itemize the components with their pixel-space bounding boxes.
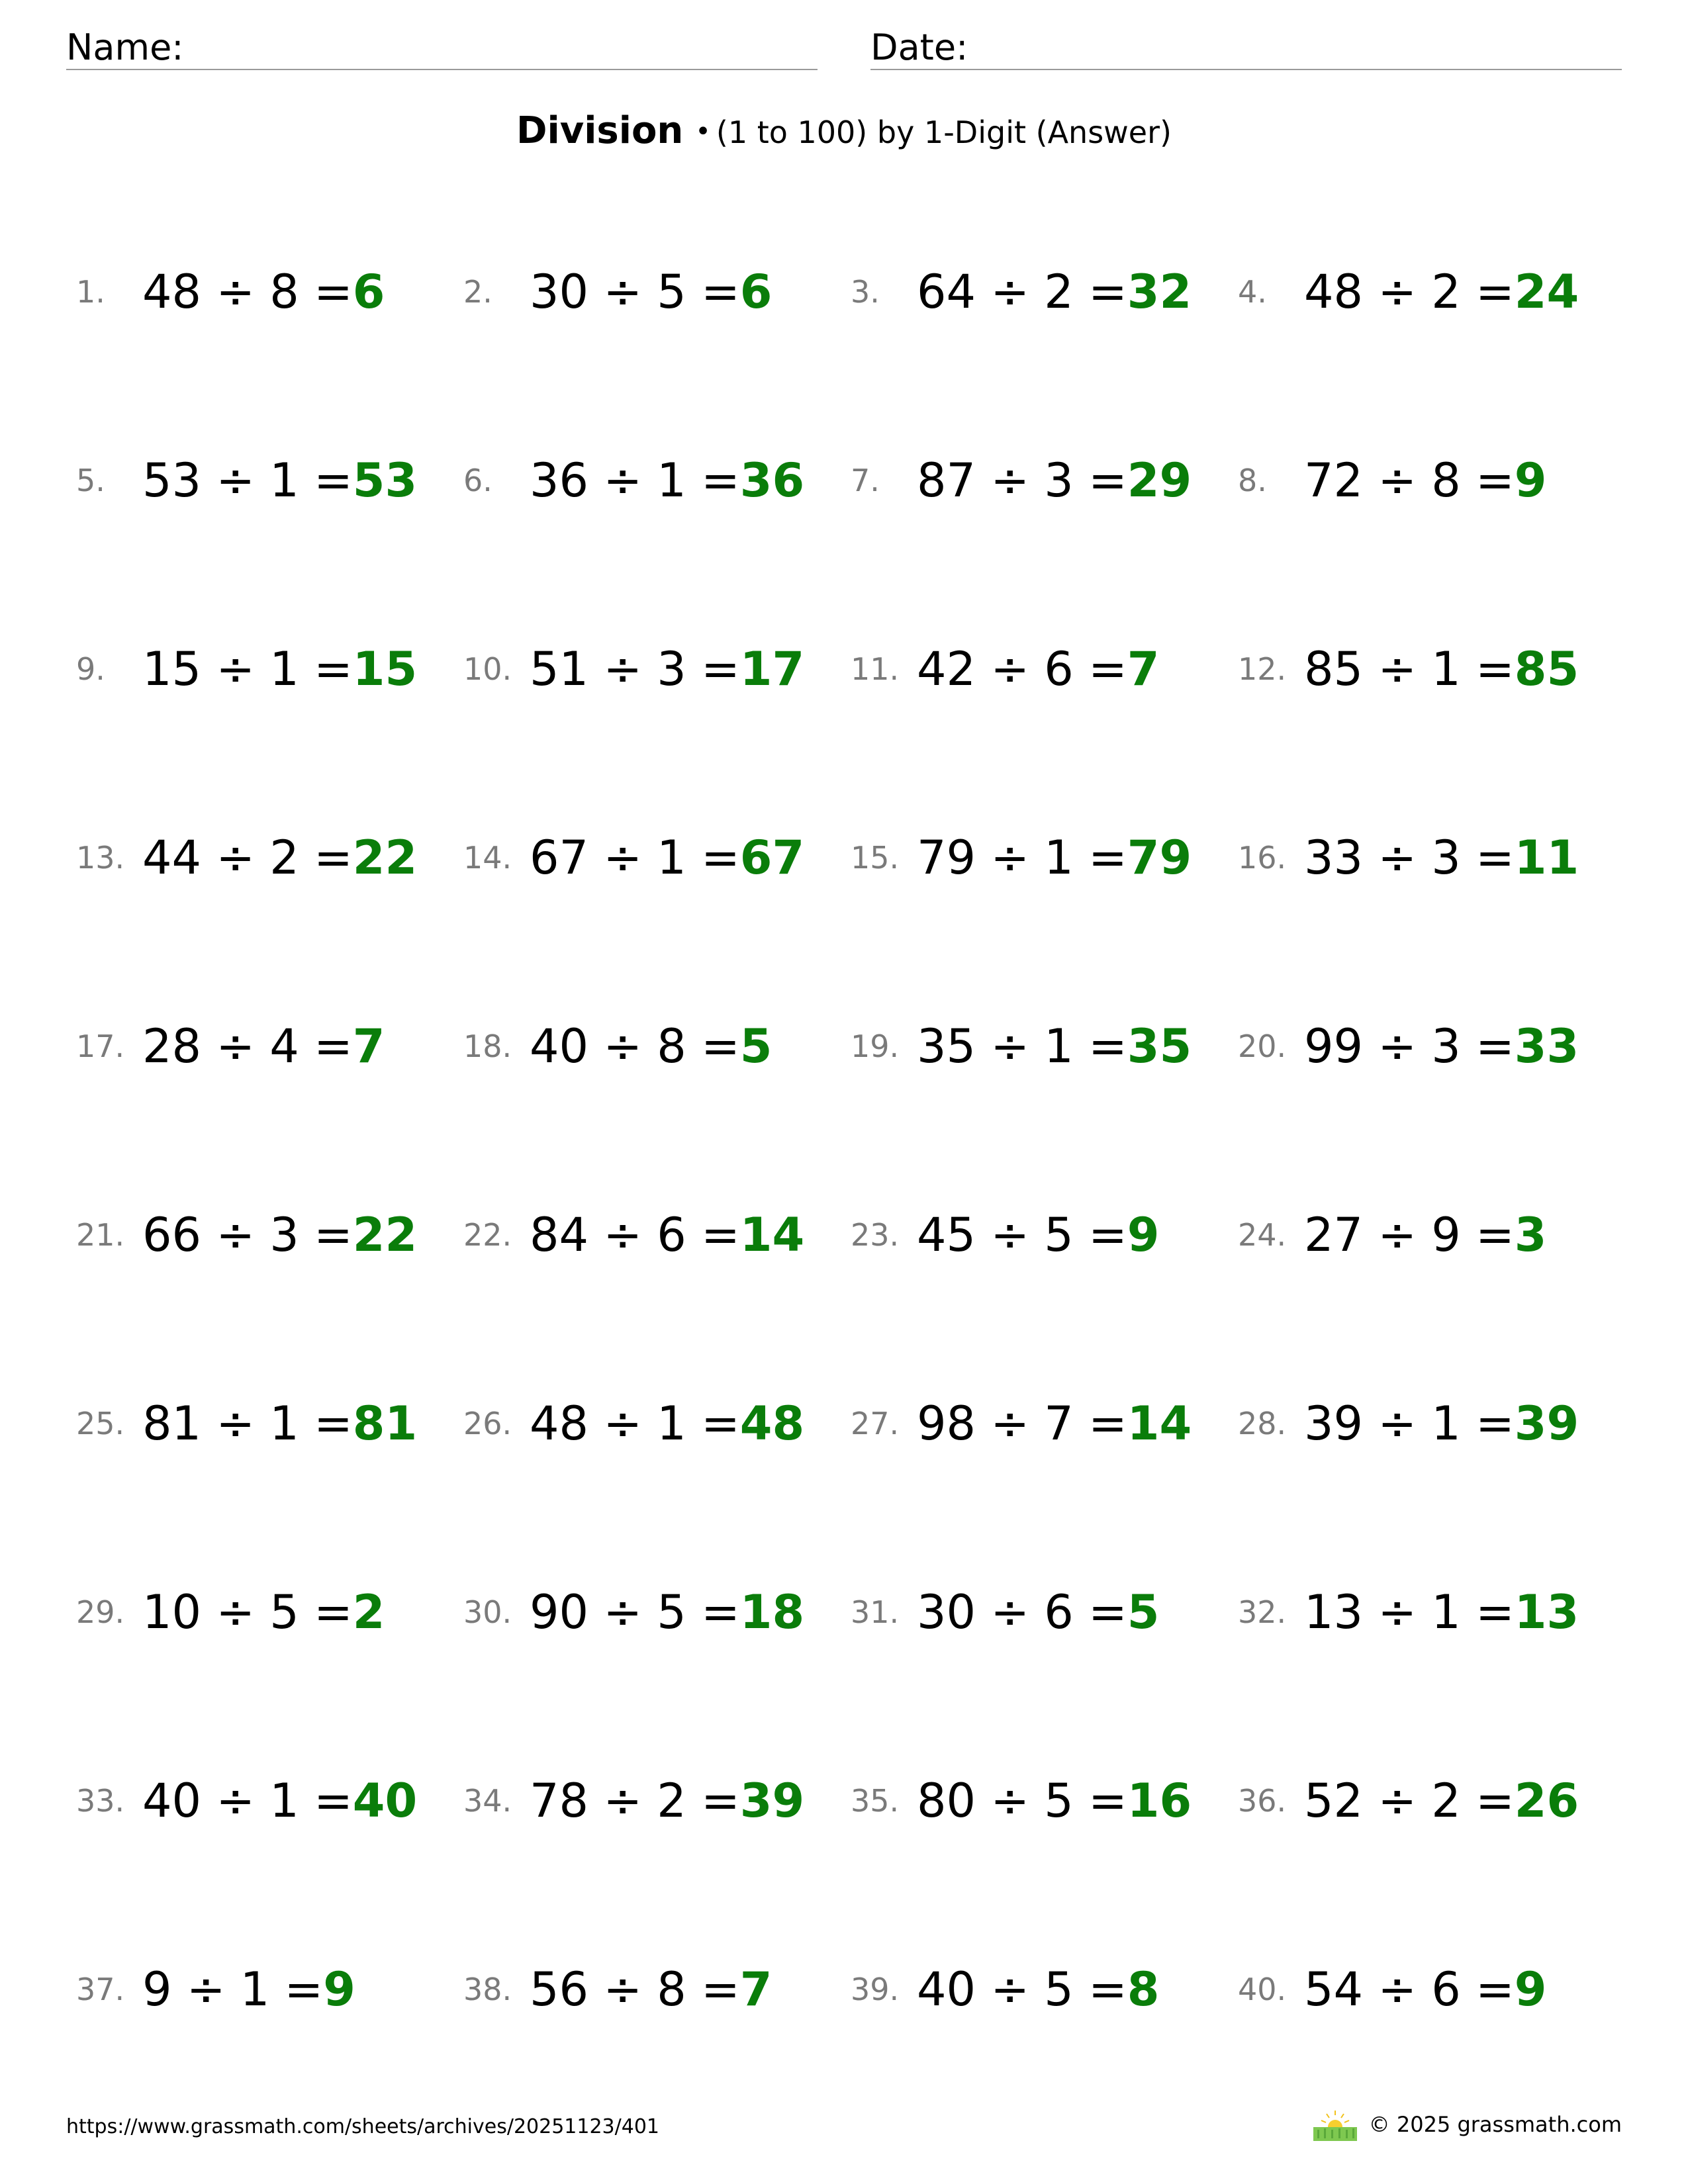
problem-number: 14.: [463, 840, 512, 876]
divisor: 5: [1044, 1962, 1074, 2017]
equals-sign: =: [1088, 1396, 1127, 1451]
answer: 39: [1514, 1396, 1579, 1451]
dividend: 67: [530, 831, 589, 885]
divisor: 1: [1044, 1019, 1074, 1073]
answer: 24: [1514, 265, 1579, 319]
divisor: 8: [657, 1962, 686, 2017]
dividend: 13: [1304, 1585, 1364, 1639]
problem-number: 18.: [463, 1028, 512, 1064]
equals-sign: =: [1476, 1208, 1515, 1262]
answer: 13: [1514, 1585, 1579, 1639]
divisor: 3: [657, 642, 686, 696]
answer: 7: [1127, 642, 1160, 696]
division-sign: ÷: [216, 453, 255, 508]
name-label: Name:: [66, 26, 184, 68]
problem-expression: [1304, 818, 1579, 897]
answer: 36: [739, 453, 805, 508]
problem-expression: [142, 629, 417, 709]
equals-sign: =: [1476, 1585, 1515, 1639]
problem-number: 29.: [76, 1594, 125, 1630]
dividend: 78: [530, 1774, 589, 1828]
divisor: 1: [269, 453, 299, 508]
divisor: 1: [657, 831, 686, 885]
dividend: 35: [917, 1019, 976, 1073]
divisor: 5: [269, 1585, 299, 1639]
problem-expression: [530, 1761, 804, 1841]
division-sign: ÷: [603, 1962, 642, 2017]
problem-expression: [530, 252, 772, 332]
dividend: 90: [530, 1585, 589, 1639]
problem-number: 16.: [1238, 840, 1287, 876]
problem-expression: [917, 818, 1192, 897]
problem-number: 28.: [1238, 1406, 1287, 1441]
division-sign: ÷: [216, 1585, 255, 1639]
problem-expression: [142, 1384, 417, 1463]
division-sign: ÷: [1378, 1774, 1417, 1828]
problem-number: 25.: [76, 1406, 125, 1441]
divisor: 2: [1431, 1774, 1461, 1828]
dividend: 42: [917, 642, 976, 696]
problem-number: 7.: [851, 463, 880, 498]
equals-sign: =: [1476, 1774, 1515, 1828]
equals-sign: =: [1088, 642, 1127, 696]
dividend: 36: [530, 453, 589, 508]
answer: 35: [1127, 1019, 1192, 1073]
equals-sign: =: [314, 1396, 353, 1451]
problem-number: 35.: [851, 1783, 900, 1819]
answer: 26: [1514, 1774, 1579, 1828]
answer: 53: [352, 453, 418, 508]
equals-sign: =: [314, 1208, 353, 1262]
equals-sign: =: [1476, 1019, 1515, 1073]
problem-number: 23.: [851, 1217, 900, 1253]
equals-sign: =: [1088, 831, 1127, 885]
division-sign: ÷: [216, 642, 255, 696]
equals-sign: =: [701, 642, 740, 696]
problem-number: 37.: [76, 1972, 125, 2007]
problem-expression: [917, 1384, 1192, 1463]
problem-expression: [1304, 1572, 1579, 1652]
dividend: 40: [917, 1962, 976, 2017]
problem-expression: [142, 1761, 417, 1841]
dividend: 40: [142, 1774, 202, 1828]
dividend: 85: [1304, 642, 1364, 696]
equals-sign: =: [1476, 1396, 1515, 1451]
title-subtitle: (1 to 100) by 1-Digit (Answer): [716, 114, 1172, 150]
division-sign: ÷: [216, 1396, 255, 1451]
division-sign: ÷: [216, 265, 255, 319]
dividend: 15: [142, 642, 202, 696]
equals-sign: =: [1476, 1962, 1515, 2017]
problem-expression: [530, 818, 804, 897]
problem-number: 21.: [76, 1217, 125, 1253]
problem-expression: [1304, 252, 1579, 332]
dividend: 53: [142, 453, 202, 508]
problem-number: 3.: [851, 274, 880, 310]
divisor: 6: [1044, 642, 1074, 696]
dividend: 10: [142, 1585, 202, 1639]
divisor: 3: [1431, 1019, 1461, 1073]
divisor: 7: [1044, 1396, 1074, 1451]
division-sign: ÷: [216, 1208, 255, 1262]
division-sign: ÷: [216, 1019, 255, 1073]
equals-sign: =: [1476, 265, 1515, 319]
divisor: 6: [1431, 1962, 1461, 2017]
problem-number: 5.: [76, 463, 105, 498]
problem-number: 2.: [463, 274, 492, 310]
divisor: 9: [1431, 1208, 1461, 1262]
equals-sign: =: [1088, 1585, 1127, 1639]
date-field[interactable]: [870, 26, 1622, 70]
divisor: 5: [1044, 1208, 1074, 1262]
problem-expression: [917, 1761, 1192, 1841]
problem-expression: [142, 441, 417, 520]
title-bullet: •: [695, 116, 711, 147]
divisor: 1: [269, 642, 299, 696]
problem-expression: [142, 1572, 385, 1652]
problem-number: 38.: [463, 1972, 512, 2007]
divisor: 3: [1431, 831, 1461, 885]
answer: 15: [352, 642, 418, 696]
problem-expression: [530, 1007, 772, 1086]
answer: 9: [1127, 1208, 1160, 1262]
problem-grid: [0, 252, 1688, 2138]
problem-number: 19.: [851, 1028, 900, 1064]
divisor: 1: [1431, 1585, 1461, 1639]
divisor: 1: [657, 453, 686, 508]
answer: 6: [739, 265, 773, 319]
divisor: 2: [1431, 265, 1461, 319]
divisor: 1: [240, 1962, 270, 2017]
problem-expression: [917, 1950, 1159, 2029]
problem-number: 36.: [1238, 1783, 1287, 1819]
problem-expression: [530, 629, 804, 709]
dividend: 51: [530, 642, 589, 696]
divisor: 5: [657, 265, 686, 319]
dividend: 48: [1304, 265, 1364, 319]
problem-expression: [917, 441, 1192, 520]
divisor: 8: [657, 1019, 686, 1073]
problem-number: 6.: [463, 463, 492, 498]
division-sign: ÷: [990, 1019, 1029, 1073]
division-sign: ÷: [990, 1962, 1029, 2017]
division-sign: ÷: [603, 453, 642, 508]
division-sign: ÷: [1378, 1396, 1417, 1451]
divisor: 8: [269, 265, 299, 319]
dividend: 44: [142, 831, 202, 885]
header-fields: [66, 26, 1622, 73]
answer: 3: [1514, 1208, 1547, 1262]
divisor: 4: [269, 1019, 299, 1073]
division-sign: ÷: [1378, 1962, 1417, 2017]
answer: 29: [1127, 453, 1192, 508]
divisor: 1: [1431, 642, 1461, 696]
dividend: 30: [530, 265, 589, 319]
division-sign: ÷: [603, 265, 642, 319]
problem-number: 40.: [1238, 1972, 1287, 2007]
problem-expression: [917, 1572, 1159, 1652]
equals-sign: =: [1088, 1019, 1127, 1073]
divisor: 8: [1431, 453, 1461, 508]
problem-number: 33.: [76, 1783, 125, 1819]
division-sign: ÷: [990, 453, 1029, 508]
dividend: 99: [1304, 1019, 1364, 1073]
equals-sign: =: [314, 265, 353, 319]
problem-number: 39.: [851, 1972, 900, 2007]
footer-url: https://www.grassmath.com/sheets/archives/20251123/401: [66, 2115, 660, 2138]
problem-number: 20.: [1238, 1028, 1287, 1064]
divisor: 2: [657, 1774, 686, 1828]
dividend: 48: [142, 265, 202, 319]
answer: 8: [1127, 1962, 1160, 2017]
title-main: Division: [516, 109, 684, 152]
divisor: 2: [1044, 265, 1074, 319]
divisor: 1: [657, 1396, 686, 1451]
answer: 11: [1514, 831, 1579, 885]
dividend: 39: [1304, 1396, 1364, 1451]
equals-sign: =: [314, 1585, 353, 1639]
dividend: 81: [142, 1396, 202, 1451]
problem-expression: [1304, 1384, 1579, 1463]
worksheet-title: [0, 105, 1688, 166]
division-sign: ÷: [1378, 453, 1417, 508]
dividend: 33: [1304, 831, 1364, 885]
equals-sign: =: [284, 1962, 324, 2017]
equals-sign: =: [1088, 265, 1127, 319]
answer: 79: [1127, 831, 1192, 885]
dividend: 9: [142, 1962, 172, 2017]
answer: 16: [1127, 1774, 1192, 1828]
answer: 6: [352, 265, 385, 319]
equals-sign: =: [314, 453, 353, 508]
problem-number: 22.: [463, 1217, 512, 1253]
division-sign: ÷: [216, 831, 255, 885]
dividend: 30: [917, 1585, 976, 1639]
answer: 67: [739, 831, 805, 885]
equals-sign: =: [701, 265, 740, 319]
problem-expression: [530, 1950, 772, 2029]
dividend: 45: [917, 1208, 976, 1262]
problem-expression: [142, 1195, 417, 1275]
answer: 9: [1514, 453, 1547, 508]
answer: 7: [352, 1019, 385, 1073]
answer: 22: [352, 1208, 418, 1262]
problem-number: 4.: [1238, 274, 1267, 310]
division-sign: ÷: [216, 1774, 255, 1828]
division-sign: ÷: [603, 1774, 642, 1828]
problem-expression: [142, 818, 417, 897]
division-sign: ÷: [603, 1585, 642, 1639]
equals-sign: =: [701, 1774, 740, 1828]
dividend: 54: [1304, 1962, 1364, 2017]
equals-sign: =: [1088, 1208, 1127, 1262]
answer: 14: [1127, 1396, 1192, 1451]
equals-sign: =: [1476, 642, 1515, 696]
division-sign: ÷: [603, 1396, 642, 1451]
problem-number: 32.: [1238, 1594, 1287, 1630]
divisor: 2: [269, 831, 299, 885]
division-sign: ÷: [1378, 831, 1417, 885]
dividend: 40: [530, 1019, 589, 1073]
answer: 33: [1514, 1019, 1579, 1073]
dividend: 48: [530, 1396, 589, 1451]
problem-number: 8.: [1238, 463, 1267, 498]
divisor: 1: [269, 1774, 299, 1828]
division-sign: ÷: [990, 265, 1029, 319]
division-sign: ÷: [990, 1208, 1029, 1262]
date-label: Date:: [870, 26, 968, 68]
division-sign: ÷: [1378, 1585, 1417, 1639]
equals-sign: =: [314, 642, 353, 696]
name-field[interactable]: [66, 26, 818, 70]
problem-number: 12.: [1238, 651, 1287, 687]
equals-sign: =: [1088, 1962, 1127, 2017]
problem-expression: [142, 1950, 355, 2029]
equals-sign: =: [314, 1774, 353, 1828]
dividend: 64: [917, 265, 976, 319]
divisor: 5: [657, 1585, 686, 1639]
division-sign: ÷: [990, 642, 1029, 696]
divisor: 1: [269, 1396, 299, 1451]
problem-expression: [1304, 1761, 1579, 1841]
answer: 7: [739, 1962, 773, 2017]
answer: 18: [739, 1585, 805, 1639]
equals-sign: =: [701, 453, 740, 508]
equals-sign: =: [314, 831, 353, 885]
problem-expression: [530, 1572, 804, 1652]
equals-sign: =: [701, 1396, 740, 1451]
equals-sign: =: [701, 831, 740, 885]
divisor: 1: [1431, 1396, 1461, 1451]
answer: 32: [1127, 265, 1192, 319]
division-sign: ÷: [990, 831, 1029, 885]
answer: 85: [1514, 642, 1579, 696]
dividend: 79: [917, 831, 976, 885]
equals-sign: =: [1476, 831, 1515, 885]
problem-number: 1.: [76, 274, 105, 310]
problem-number: 34.: [463, 1783, 512, 1819]
division-sign: ÷: [603, 1208, 642, 1262]
dividend: 98: [917, 1396, 976, 1451]
answer: 9: [323, 1962, 355, 2017]
problem-expression: [142, 252, 385, 332]
equals-sign: =: [701, 1208, 740, 1262]
sun-over-grass-icon: [1313, 2108, 1357, 2141]
divisor: 3: [1044, 453, 1074, 508]
division-sign: ÷: [1378, 1208, 1417, 1262]
problem-number: 13.: [76, 840, 125, 876]
problem-number: 11.: [851, 651, 900, 687]
problem-expression: [1304, 1195, 1546, 1275]
dividend: 52: [1304, 1774, 1364, 1828]
division-sign: ÷: [603, 642, 642, 696]
division-sign: ÷: [990, 1396, 1029, 1451]
division-sign: ÷: [603, 1019, 642, 1073]
problem-expression: [530, 441, 804, 520]
division-sign: ÷: [1378, 265, 1417, 319]
divisor: 5: [1044, 1774, 1074, 1828]
answer: 22: [352, 831, 418, 885]
dividend: 80: [917, 1774, 976, 1828]
problem-number: 15.: [851, 840, 900, 876]
division-sign: ÷: [990, 1585, 1029, 1639]
answer: 2: [352, 1585, 385, 1639]
answer: 14: [739, 1208, 805, 1262]
problem-expression: [1304, 629, 1579, 709]
dividend: 56: [530, 1962, 589, 2017]
problem-number: 31.: [851, 1594, 900, 1630]
answer: 48: [739, 1396, 805, 1451]
problem-expression: [917, 629, 1159, 709]
problem-number: 9.: [76, 651, 105, 687]
equals-sign: =: [314, 1019, 353, 1073]
problem-expression: [1304, 1007, 1579, 1086]
answer: 9: [1514, 1962, 1547, 2017]
dividend: 87: [917, 453, 976, 508]
answer: 40: [352, 1774, 418, 1828]
divisor: 6: [657, 1208, 686, 1262]
footer-brand: [1313, 2105, 1622, 2144]
answer: 17: [739, 642, 805, 696]
problem-expression: [530, 1195, 804, 1275]
problem-expression: [530, 1384, 804, 1463]
equals-sign: =: [701, 1585, 740, 1639]
problem-number: 24.: [1238, 1217, 1287, 1253]
equals-sign: =: [1088, 1774, 1127, 1828]
equals-sign: =: [701, 1019, 740, 1073]
problem-expression: [1304, 1950, 1546, 2029]
answer: 5: [739, 1019, 773, 1073]
dividend: 72: [1304, 453, 1364, 508]
divisor: 1: [1044, 831, 1074, 885]
division-sign: ÷: [186, 1962, 226, 2017]
answer: 39: [739, 1774, 805, 1828]
problem-expression: [917, 1007, 1192, 1086]
answer: 5: [1127, 1585, 1160, 1639]
equals-sign: =: [701, 1962, 740, 2017]
problem-expression: [917, 1195, 1159, 1275]
division-sign: ÷: [603, 831, 642, 885]
problem-expression: [917, 252, 1192, 332]
equals-sign: =: [1476, 453, 1515, 508]
answer: 81: [352, 1396, 418, 1451]
division-sign: ÷: [1378, 1019, 1417, 1073]
problem-expression: [142, 1007, 385, 1086]
division-sign: ÷: [990, 1774, 1029, 1828]
division-sign: ÷: [1378, 642, 1417, 696]
dividend: 84: [530, 1208, 589, 1262]
problem-number: 27.: [851, 1406, 900, 1441]
dividend: 27: [1304, 1208, 1364, 1262]
dividend: 66: [142, 1208, 202, 1262]
divisor: 3: [269, 1208, 299, 1262]
dividend: 28: [142, 1019, 202, 1073]
problem-number: 17.: [76, 1028, 125, 1064]
problem-number: 30.: [463, 1594, 512, 1630]
problem-number: 26.: [463, 1406, 512, 1441]
problem-number: 10.: [463, 651, 512, 687]
problem-expression: [1304, 441, 1546, 520]
divisor: 6: [1044, 1585, 1074, 1639]
equals-sign: =: [1088, 453, 1127, 508]
footer-copyright: © 2025 grassmath.com: [1368, 2112, 1622, 2137]
